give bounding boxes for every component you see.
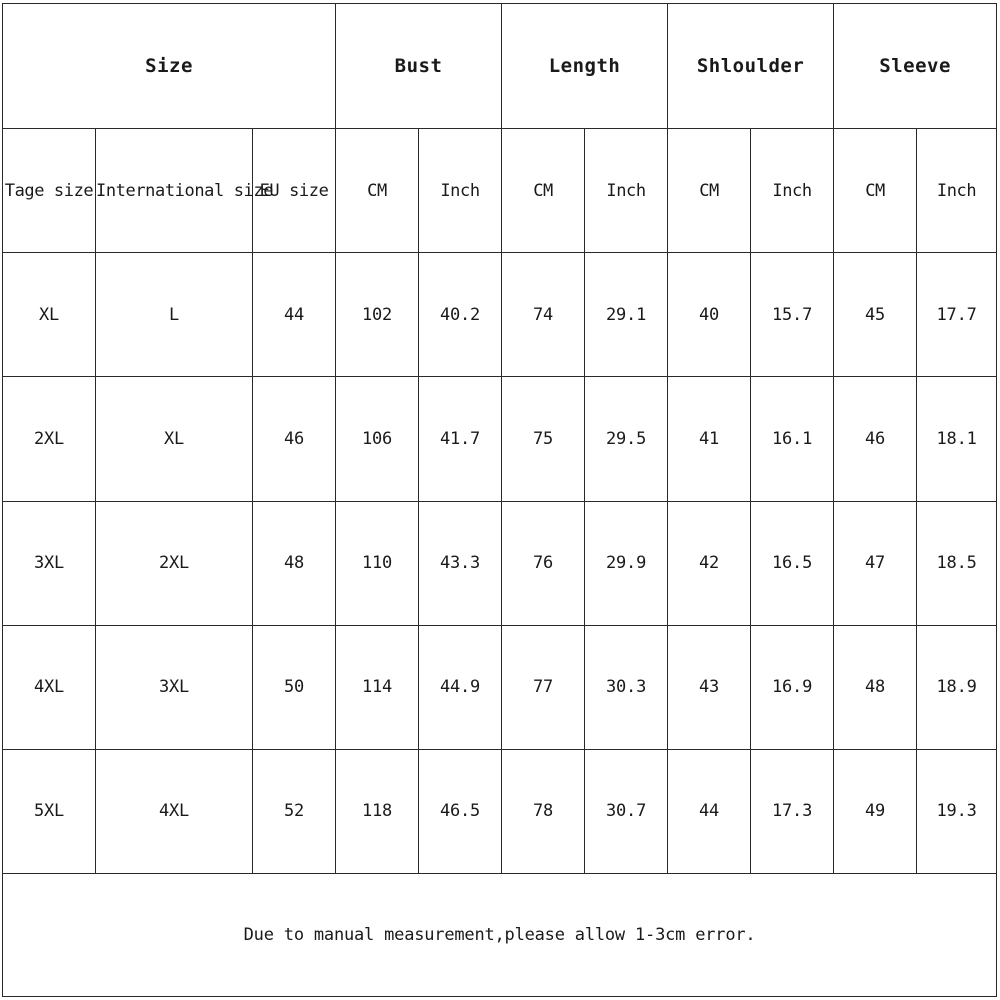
eu-size-cell: 46 [253,377,336,501]
tag-size-cell: 2XL [3,377,96,501]
shoulder-inch-cell: 17.3 [751,749,834,873]
bust-inch-cell: 40.2 [419,253,502,377]
bust-inch-cell: 46.5 [419,749,502,873]
shoulder-inch-header: Inch [751,129,834,253]
length-inch-cell: 30.3 [585,625,668,749]
shoulder-inch-cell: 15.7 [751,253,834,377]
sleeve-cm-cell: 48 [834,625,917,749]
shoulder-cm-header: CM [668,129,751,253]
bust-inch-cell: 43.3 [419,501,502,625]
table-row [3,501,997,625]
international-size-cell: 3XL [96,625,253,749]
eu-size-cell: 44 [253,253,336,377]
shoulder-cm-cell: 44 [668,749,751,873]
sleeve-cm-cell: 47 [834,501,917,625]
bust-cm-cell: 106 [336,377,419,501]
shoulder-cm-cell: 43 [668,625,751,749]
sleeve-cm-cell: 45 [834,253,917,377]
length-group-header: Length [502,4,668,129]
tag-size-cell: 3XL [3,501,96,625]
length-inch-header: Inch [585,129,668,253]
international-size-cell: XL [96,377,253,501]
table-row [3,377,997,501]
international-size-cell: 2XL [96,501,253,625]
bust-cm-cell: 102 [336,253,419,377]
eu-size-cell: 48 [253,501,336,625]
sleeve-inch-cell: 18.1 [917,377,997,501]
bust-inch-cell: 44.9 [419,625,502,749]
international-size-cell: L [96,253,253,377]
shoulder-cm-cell: 41 [668,377,751,501]
shoulder-group-header: Shloulder [668,4,834,129]
shoulder-inch-cell: 16.5 [751,501,834,625]
bust-inch-cell: 41.7 [419,377,502,501]
length-cm-cell: 78 [502,749,585,873]
shoulder-inch-cell: 16.1 [751,377,834,501]
shoulder-cm-cell: 42 [668,501,751,625]
subheader-row [3,129,997,253]
sleeve-inch-cell: 18.9 [917,625,997,749]
note-row [3,873,997,996]
length-cm-cell: 75 [502,377,585,501]
sleeve-cm-cell: 46 [834,377,917,501]
tag-size-cell: XL [3,253,96,377]
sleeve-inch-cell: 17.7 [917,253,997,377]
length-inch-cell: 29.5 [585,377,668,501]
length-inch-cell: 29.1 [585,253,668,377]
tag-size-header: Tage size [3,129,96,253]
bust-cm-cell: 118 [336,749,419,873]
sleeve-inch-header: Inch [917,129,997,253]
sleeve-cm-header: CM [834,129,917,253]
sleeve-inch-cell: 19.3 [917,749,997,873]
bust-cm-cell: 110 [336,501,419,625]
length-cm-cell: 77 [502,625,585,749]
international-size-header: International size [96,129,253,253]
length-inch-cell: 29.9 [585,501,668,625]
table-row [3,253,997,377]
eu-size-cell: 50 [253,625,336,749]
eu-size-header: EU size [253,129,336,253]
tag-size-cell: 4XL [3,625,96,749]
shoulder-inch-cell: 16.9 [751,625,834,749]
measurement-note: Due to manual measurement,please allow 1-3cm error. [3,873,997,996]
table-row [3,625,997,749]
eu-size-cell: 52 [253,749,336,873]
size-chart-table [2,3,997,997]
shoulder-cm-cell: 40 [668,253,751,377]
bust-inch-header: Inch [419,129,502,253]
length-cm-cell: 76 [502,501,585,625]
sleeve-group-header: Sleeve [834,4,997,129]
length-cm-cell: 74 [502,253,585,377]
bust-group-header: Bust [336,4,502,129]
sleeve-cm-cell: 49 [834,749,917,873]
size-group-header: Size [3,4,336,129]
group-header-row [3,4,997,129]
length-inch-cell: 30.7 [585,749,668,873]
table-row [3,749,997,873]
length-cm-header: CM [502,129,585,253]
bust-cm-cell: 114 [336,625,419,749]
international-size-cell: 4XL [96,749,253,873]
bust-cm-header: CM [336,129,419,253]
tag-size-cell: 5XL [3,749,96,873]
sleeve-inch-cell: 18.5 [917,501,997,625]
